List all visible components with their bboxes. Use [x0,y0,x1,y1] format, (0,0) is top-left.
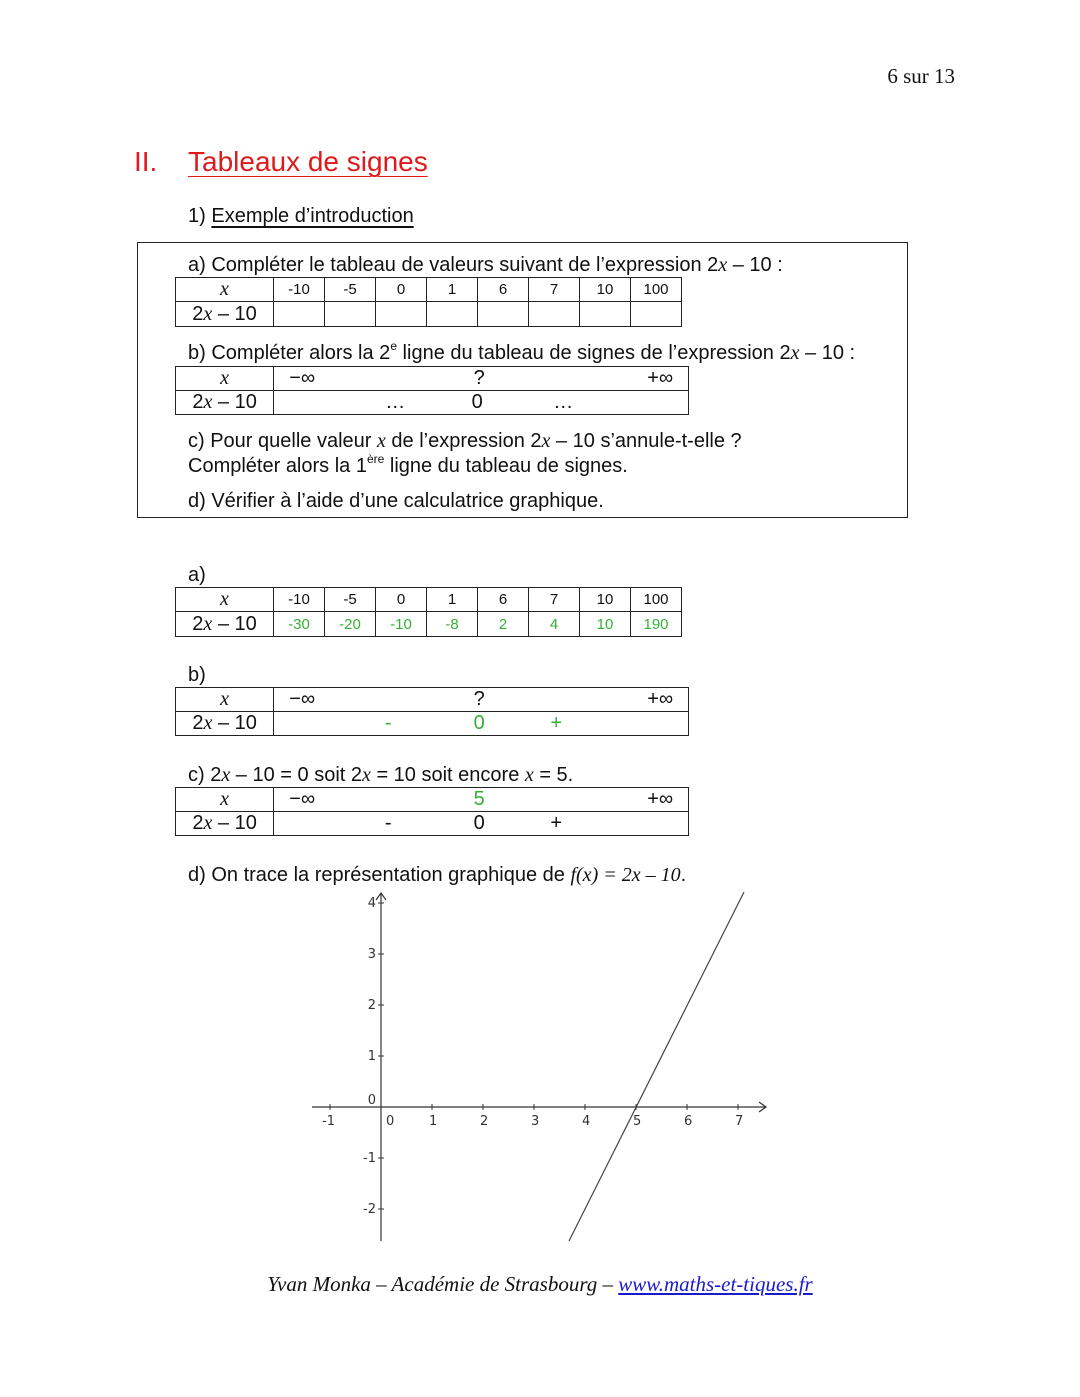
minus-infinity: −∞ [289,787,316,810]
page-indicator: 6 sur 13 [887,64,955,88]
x-value: 1 [427,588,478,612]
x-tick-label: 7 [735,1114,744,1129]
x-value: 10 [580,588,631,612]
zero: 0 [473,811,485,834]
text: d) On trace la représentation graphique de [188,864,571,886]
blank-cell[interactable] [478,302,529,327]
exercise-a-instruction [188,254,783,277]
text: 2 [192,302,204,325]
row-label-expression [176,391,274,415]
text: de l’expression 2 [385,430,542,452]
var-x: x [203,712,213,734]
text: – 10 = 0 soit 2 [230,764,362,786]
sign-row [274,391,689,415]
blank-cell[interactable] [529,302,580,327]
x-tick-label: 0 [386,1114,395,1129]
exercise-c-instruction-line2 [188,452,628,478]
var-x: x [203,612,213,635]
plus-infinity: +∞ [647,787,674,810]
answer-value: 190 [631,612,682,637]
sign-row [274,812,689,836]
blank-cell[interactable] [325,302,376,327]
text: – 10 [212,391,257,413]
plus-infinity: +∞ [647,366,674,389]
text: 2 [192,812,204,834]
text: – 10 : [727,254,783,276]
root-placeholder: ? [473,687,485,710]
x-value: 10 [580,278,631,302]
exercise-b-instruction [188,339,856,365]
x-value: 6 [478,588,529,612]
function-graph [300,885,780,1245]
x-tick-label: 6 [684,1114,693,1129]
sign-row [274,712,689,736]
row-label-expression [176,812,274,836]
zero: 0 [473,711,485,734]
text: – 10 [212,612,257,635]
function-line [569,892,744,1241]
x-value: -10 [274,588,325,612]
var-x: x [376,430,386,452]
y-tick-label: 3 [367,947,376,962]
text: = 10 soit encore [370,764,525,786]
text: a) Compléter le tableau de valeurs suivant de l’expression 2 [188,254,719,276]
exercise-sign-table [175,366,689,415]
subsection-title-text: Exemple d’introduction [211,205,414,227]
text: – 10 [212,712,257,734]
x-tick-label: 5 [633,1114,642,1129]
var-x: x [362,764,371,786]
sign-left: - [384,811,392,834]
answer-value: 2 [478,612,529,637]
blank-cell[interactable] [427,302,478,327]
footer [0,1272,1080,1297]
answer-value: -10 [376,612,427,637]
text: c) 2 [188,764,222,786]
exercise-value-table [175,277,682,327]
sign-right: + [550,811,563,834]
row-label-x: x [176,688,274,712]
plus-infinity: +∞ [647,687,674,710]
x-tick-label: 1 [429,1114,438,1129]
blank-cell[interactable] [580,302,631,327]
x-value: 1 [427,278,478,302]
row-label-x: x [176,367,274,391]
answer-value: 4 [529,612,580,637]
x-value: 7 [529,588,580,612]
sign-right: … [553,390,574,413]
text: b) Compléter alors la 2 [188,342,391,364]
section-title-text: Tableaux de signes [188,146,428,177]
x-value: -5 [325,278,376,302]
text: – 10 [212,812,257,834]
row-label-x: x [176,588,274,612]
answer-b-sign-table [175,687,689,736]
answer-a-label: a) [188,564,206,586]
text: ligne du tableau de signes de l’expression 2 [397,342,791,364]
answer-value: -20 [325,612,376,637]
text: = 5. [533,764,574,786]
text: Compléter alors la 1 [188,455,367,477]
y-tick-label: 4 [367,896,376,911]
var-x: x [203,391,213,413]
var-x: x [524,764,534,786]
x-value: 0 [376,278,427,302]
var-x: x [541,430,551,452]
section-title [134,146,428,178]
blank-cell[interactable] [376,302,427,327]
text: – 10 : [799,342,856,364]
section-number: II. [134,146,158,177]
root-value: 5 [473,787,485,810]
row-label-expression [176,302,274,327]
answer-value: -30 [274,612,325,637]
x-tick-labels [322,1114,743,1129]
x-value: 0 [376,588,427,612]
x-tick-label: -1 [322,1114,335,1129]
x-value: 7 [529,278,580,302]
root-placeholder: ? [473,366,485,389]
var-x: x [203,812,213,834]
x-value: 6 [478,278,529,302]
y-tick-label: -2 [363,1202,376,1217]
answer-d-text [188,864,686,887]
var-x: x [203,302,213,325]
row-label-expression [176,612,274,637]
footer-link[interactable]: www.maths-et-tiques.fr [618,1272,813,1296]
formula: f(x) = 2x – 10 [570,864,681,886]
answer-c-text [188,764,573,787]
x-row [274,688,689,712]
superscript: ère [366,452,385,466]
text: – 10 s’annule-t-elle ? [550,430,742,452]
exercise-d-instruction: d) Vérifier à l’aide d’une calculatrice graphique. [188,490,604,512]
axes [312,893,766,1241]
text: 2 [192,612,204,635]
subsection-title [188,205,414,228]
minus-infinity: −∞ [289,366,316,389]
x-value: -10 [274,278,325,302]
var-x: x [221,764,231,786]
y-tick-label: 0 [367,1093,376,1108]
x-row [274,788,689,812]
answer-b-label: b) [188,664,206,686]
y-tick-label: 1 [367,1049,376,1064]
row-label-x: x [176,278,274,302]
x-value: 100 [631,588,682,612]
text: 2 [192,712,204,734]
minus-infinity: −∞ [289,687,316,710]
text: – 10 [212,302,257,325]
x-value: 100 [631,278,682,302]
superscript: e [390,339,397,353]
answer-value: 10 [580,612,631,637]
x-value: -5 [325,588,376,612]
exercise-c-instruction [188,430,742,453]
text: 2 [192,391,204,413]
y-tick-label: -1 [363,1151,376,1166]
x-tick-label: 3 [531,1114,540,1129]
x-tick-label: 4 [582,1114,591,1129]
text: . [680,864,687,886]
row-label-expression [176,712,274,736]
answer-value: -8 [427,612,478,637]
sign-right: + [550,711,563,734]
sign-left: - [384,711,392,734]
var-x: x [718,254,728,276]
text: ligne du tableau de signes. [384,455,628,477]
x-tick-label: 2 [480,1114,489,1129]
var-x: x [790,342,800,364]
row-label-x: x [176,788,274,812]
y-tick-label: 2 [367,998,376,1013]
sign-left: … [385,390,406,413]
answer-value-table [175,587,682,637]
blank-cell[interactable] [274,302,325,327]
zero: 0 [471,390,483,413]
x-row [274,367,689,391]
blank-cell[interactable] [631,302,682,327]
text: c) Pour quelle valeur [188,430,377,452]
footer-text: Yvan Monka – Académie de Strasbourg – [267,1272,619,1296]
subsection-number: 1) [188,205,206,227]
y-tick-labels [363,896,376,1217]
answer-c-sign-table [175,787,689,836]
